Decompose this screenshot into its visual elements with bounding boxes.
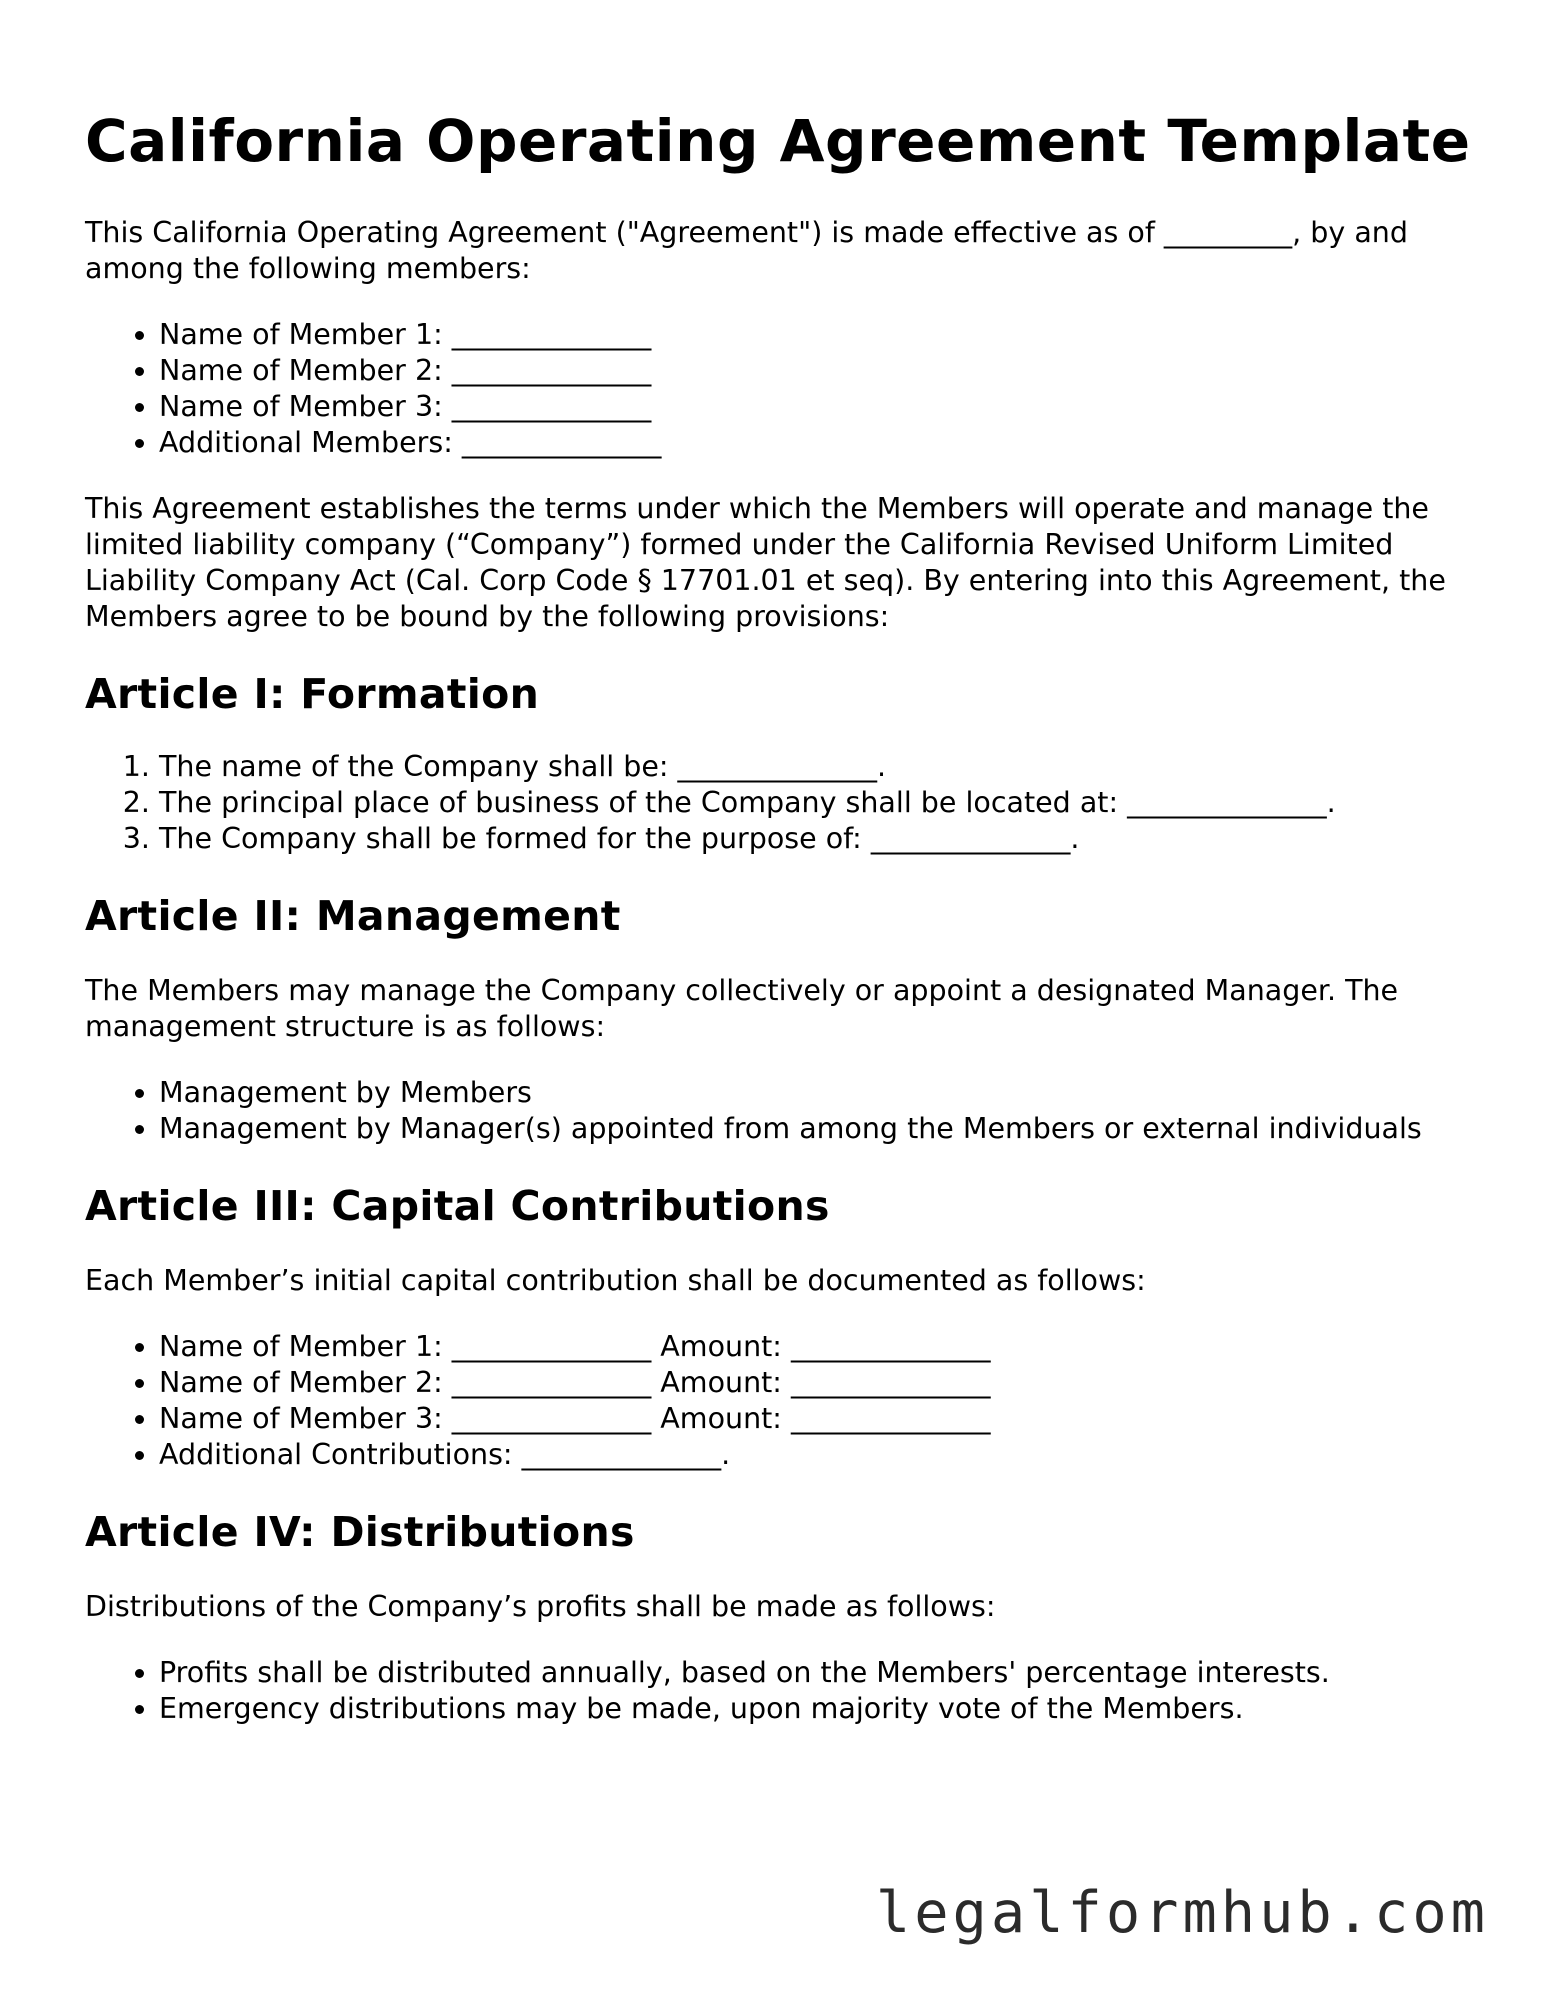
list-item: 1. The name of the Company shall be: ______________. xyxy=(159,749,1485,785)
list-item: • Management by Members xyxy=(159,1075,1439,1111)
list-item: 2. The principal place of business of the Company shall be located at: ______________. xyxy=(159,785,1485,821)
article-4-list xyxy=(85,1655,1485,1727)
list-item: • Name of Member 3: ______________ xyxy=(159,389,1485,425)
purpose-paragraph: This Agreement establishes the terms under which the Members will operate and manage the limited liability company (“Company”) formed under the California Revised Uniform Limited Liability Company Act (Cal. Corp Code § 17701.01 et seq). By entering into this Agreement, the Members agree to be bound by the following provisions: xyxy=(85,492,1446,633)
list-item: • Name of Member 2: ______________ xyxy=(159,353,1485,389)
article-3-list xyxy=(85,1329,1485,1473)
list-item: • Emergency distributions may be made, upon majority vote of the Members. xyxy=(159,1691,1485,1727)
list-item: • Name of Member 1: ______________ Amount: ______________ xyxy=(159,1329,1485,1365)
article-4-paragraph: Distributions of the Company’s profits shall be made as follows: xyxy=(85,1590,996,1623)
intro-paragraph: This California Operating Agreement ("Agreement") is made effective as of _________, by and among the following members: xyxy=(85,216,1408,285)
list-item: • Additional Contributions: ______________. xyxy=(159,1437,1485,1473)
article-1-heading: Article I: Formation xyxy=(85,670,540,718)
list-item: • Name of Member 3: ______________ Amount: ______________ xyxy=(159,1401,1485,1437)
members-list xyxy=(85,317,1485,461)
list-item: • Name of Member 1: ______________ xyxy=(159,317,1485,353)
article-2-paragraph: The Members may manage the Company collectively or appoint a designated Manager. The management structure is as follows: xyxy=(85,974,1399,1043)
article-2-heading: Article II: Management xyxy=(85,892,621,940)
list-item: 3. The Company shall be formed for the purpose of: ______________. xyxy=(159,821,1485,857)
list-item: • Name of Member 2: ______________ Amount: ______________ xyxy=(159,1365,1485,1401)
list-item: • Additional Members: ______________ xyxy=(159,425,1485,461)
article-3-paragraph: Each Member’s initial capital contribution shall be documented as follows: xyxy=(85,1264,1146,1297)
article-1-list xyxy=(85,749,1485,857)
list-item: • Management by Manager(s) appointed from among the Members or external individuals xyxy=(159,1111,1439,1147)
page-title: California Operating Agreement Template xyxy=(85,107,1471,175)
article-2-list xyxy=(85,1075,1439,1147)
article-3-heading: Article III: Capital Contributions xyxy=(85,1182,830,1230)
article-4-heading: Article IV: Distributions xyxy=(85,1508,635,1556)
site-watermark: legalformhub.com xyxy=(875,1880,1489,1946)
list-item: • Profits shall be distributed annually, based on the Members' percentage interests. xyxy=(159,1655,1485,1691)
document-page xyxy=(85,0,1485,1727)
